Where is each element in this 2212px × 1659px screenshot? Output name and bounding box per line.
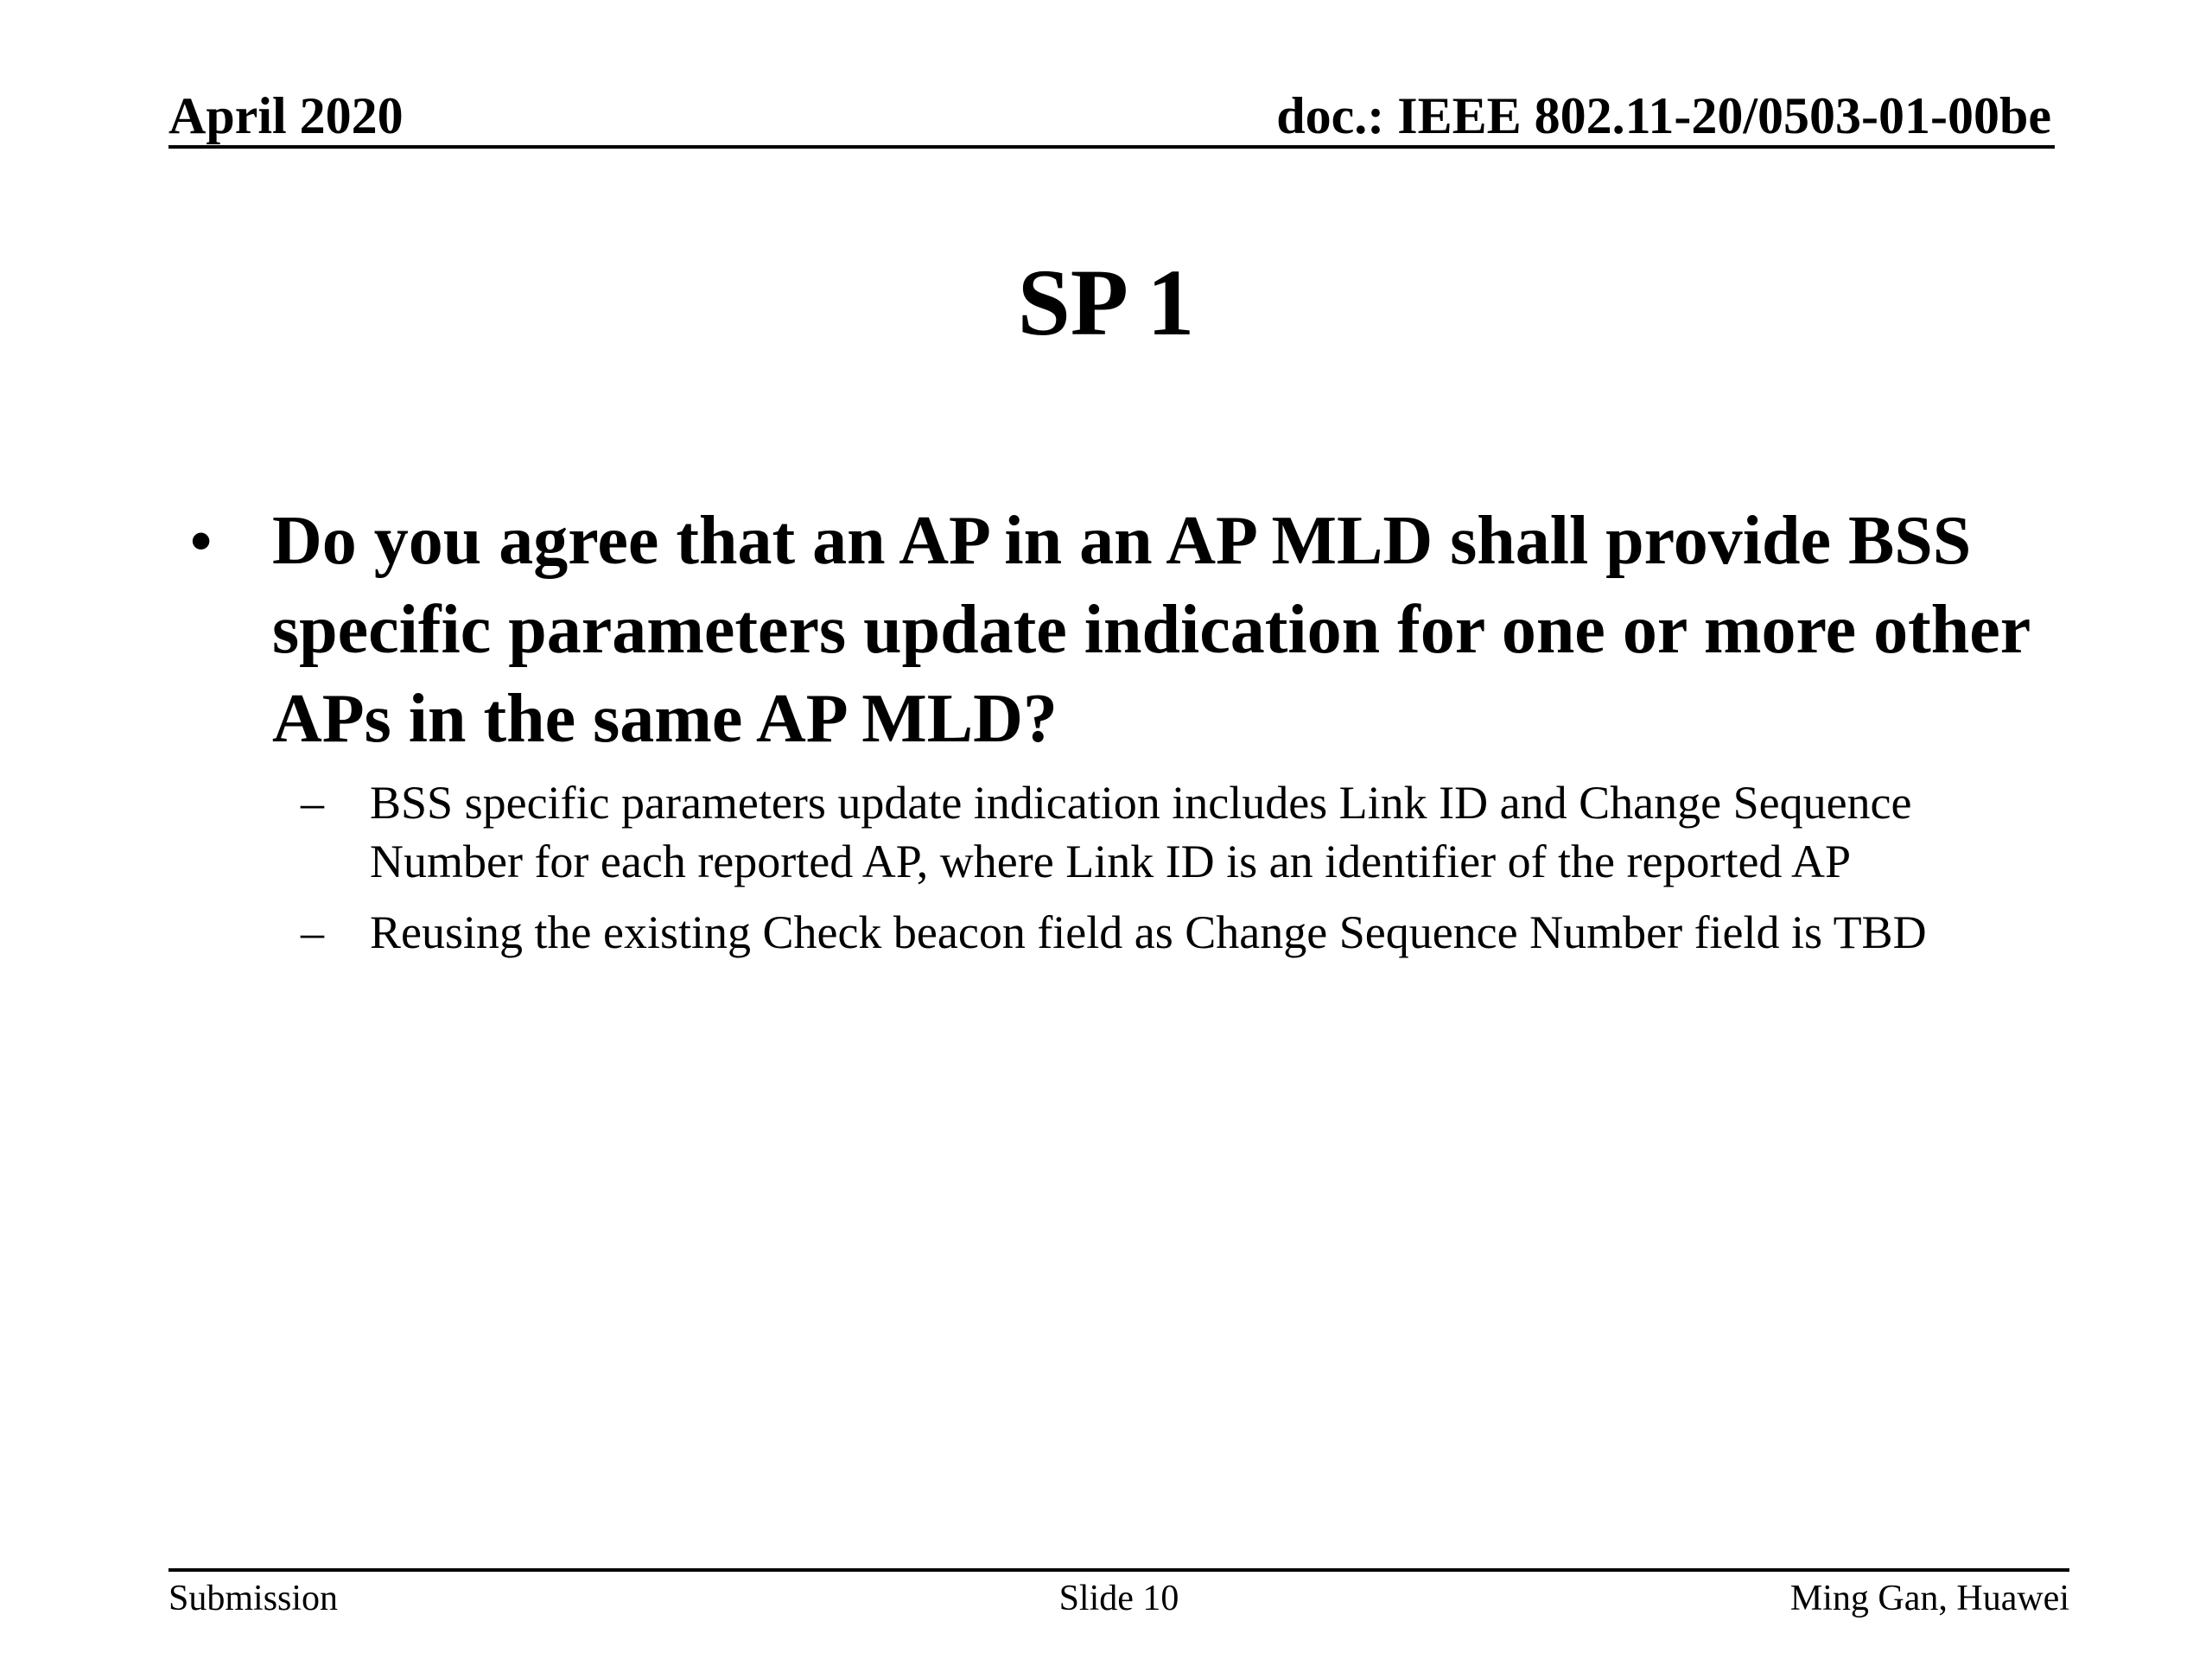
sub-bullet-text: Reusing the existing Check beacon field as Change Sequence Number field is TBD xyxy=(370,906,1927,958)
footer-author: Ming Gan, Huawei xyxy=(1789,1579,2069,1618)
header-divider xyxy=(168,145,2055,149)
sub-bullet-text: BSS specific parameters update indication includes Link ID and Change Sequence Number for each reported AP, where Link ID is an identifier of the reported AP xyxy=(370,777,1912,887)
main-bullet-text: Do you agree that an AP in an AP MLD shall provide BSS specific parameters update indication for one or more other APs in the same AP MLD? xyxy=(272,503,2030,757)
footer-submission: Submission xyxy=(168,1579,339,1618)
dash-icon: – xyxy=(301,777,324,829)
slide-title: SP 1 xyxy=(1017,250,1195,355)
dash-icon: – xyxy=(301,906,324,958)
header-date: April 2020 xyxy=(168,87,404,144)
header-doc-id: doc.: IEEE 802.11-20/0503-01-00be xyxy=(1276,87,2051,144)
footer-slide-number: Slide 10 xyxy=(1058,1579,1179,1618)
footer-divider xyxy=(168,1568,2069,1572)
bullet-dot-icon: • xyxy=(190,506,213,575)
